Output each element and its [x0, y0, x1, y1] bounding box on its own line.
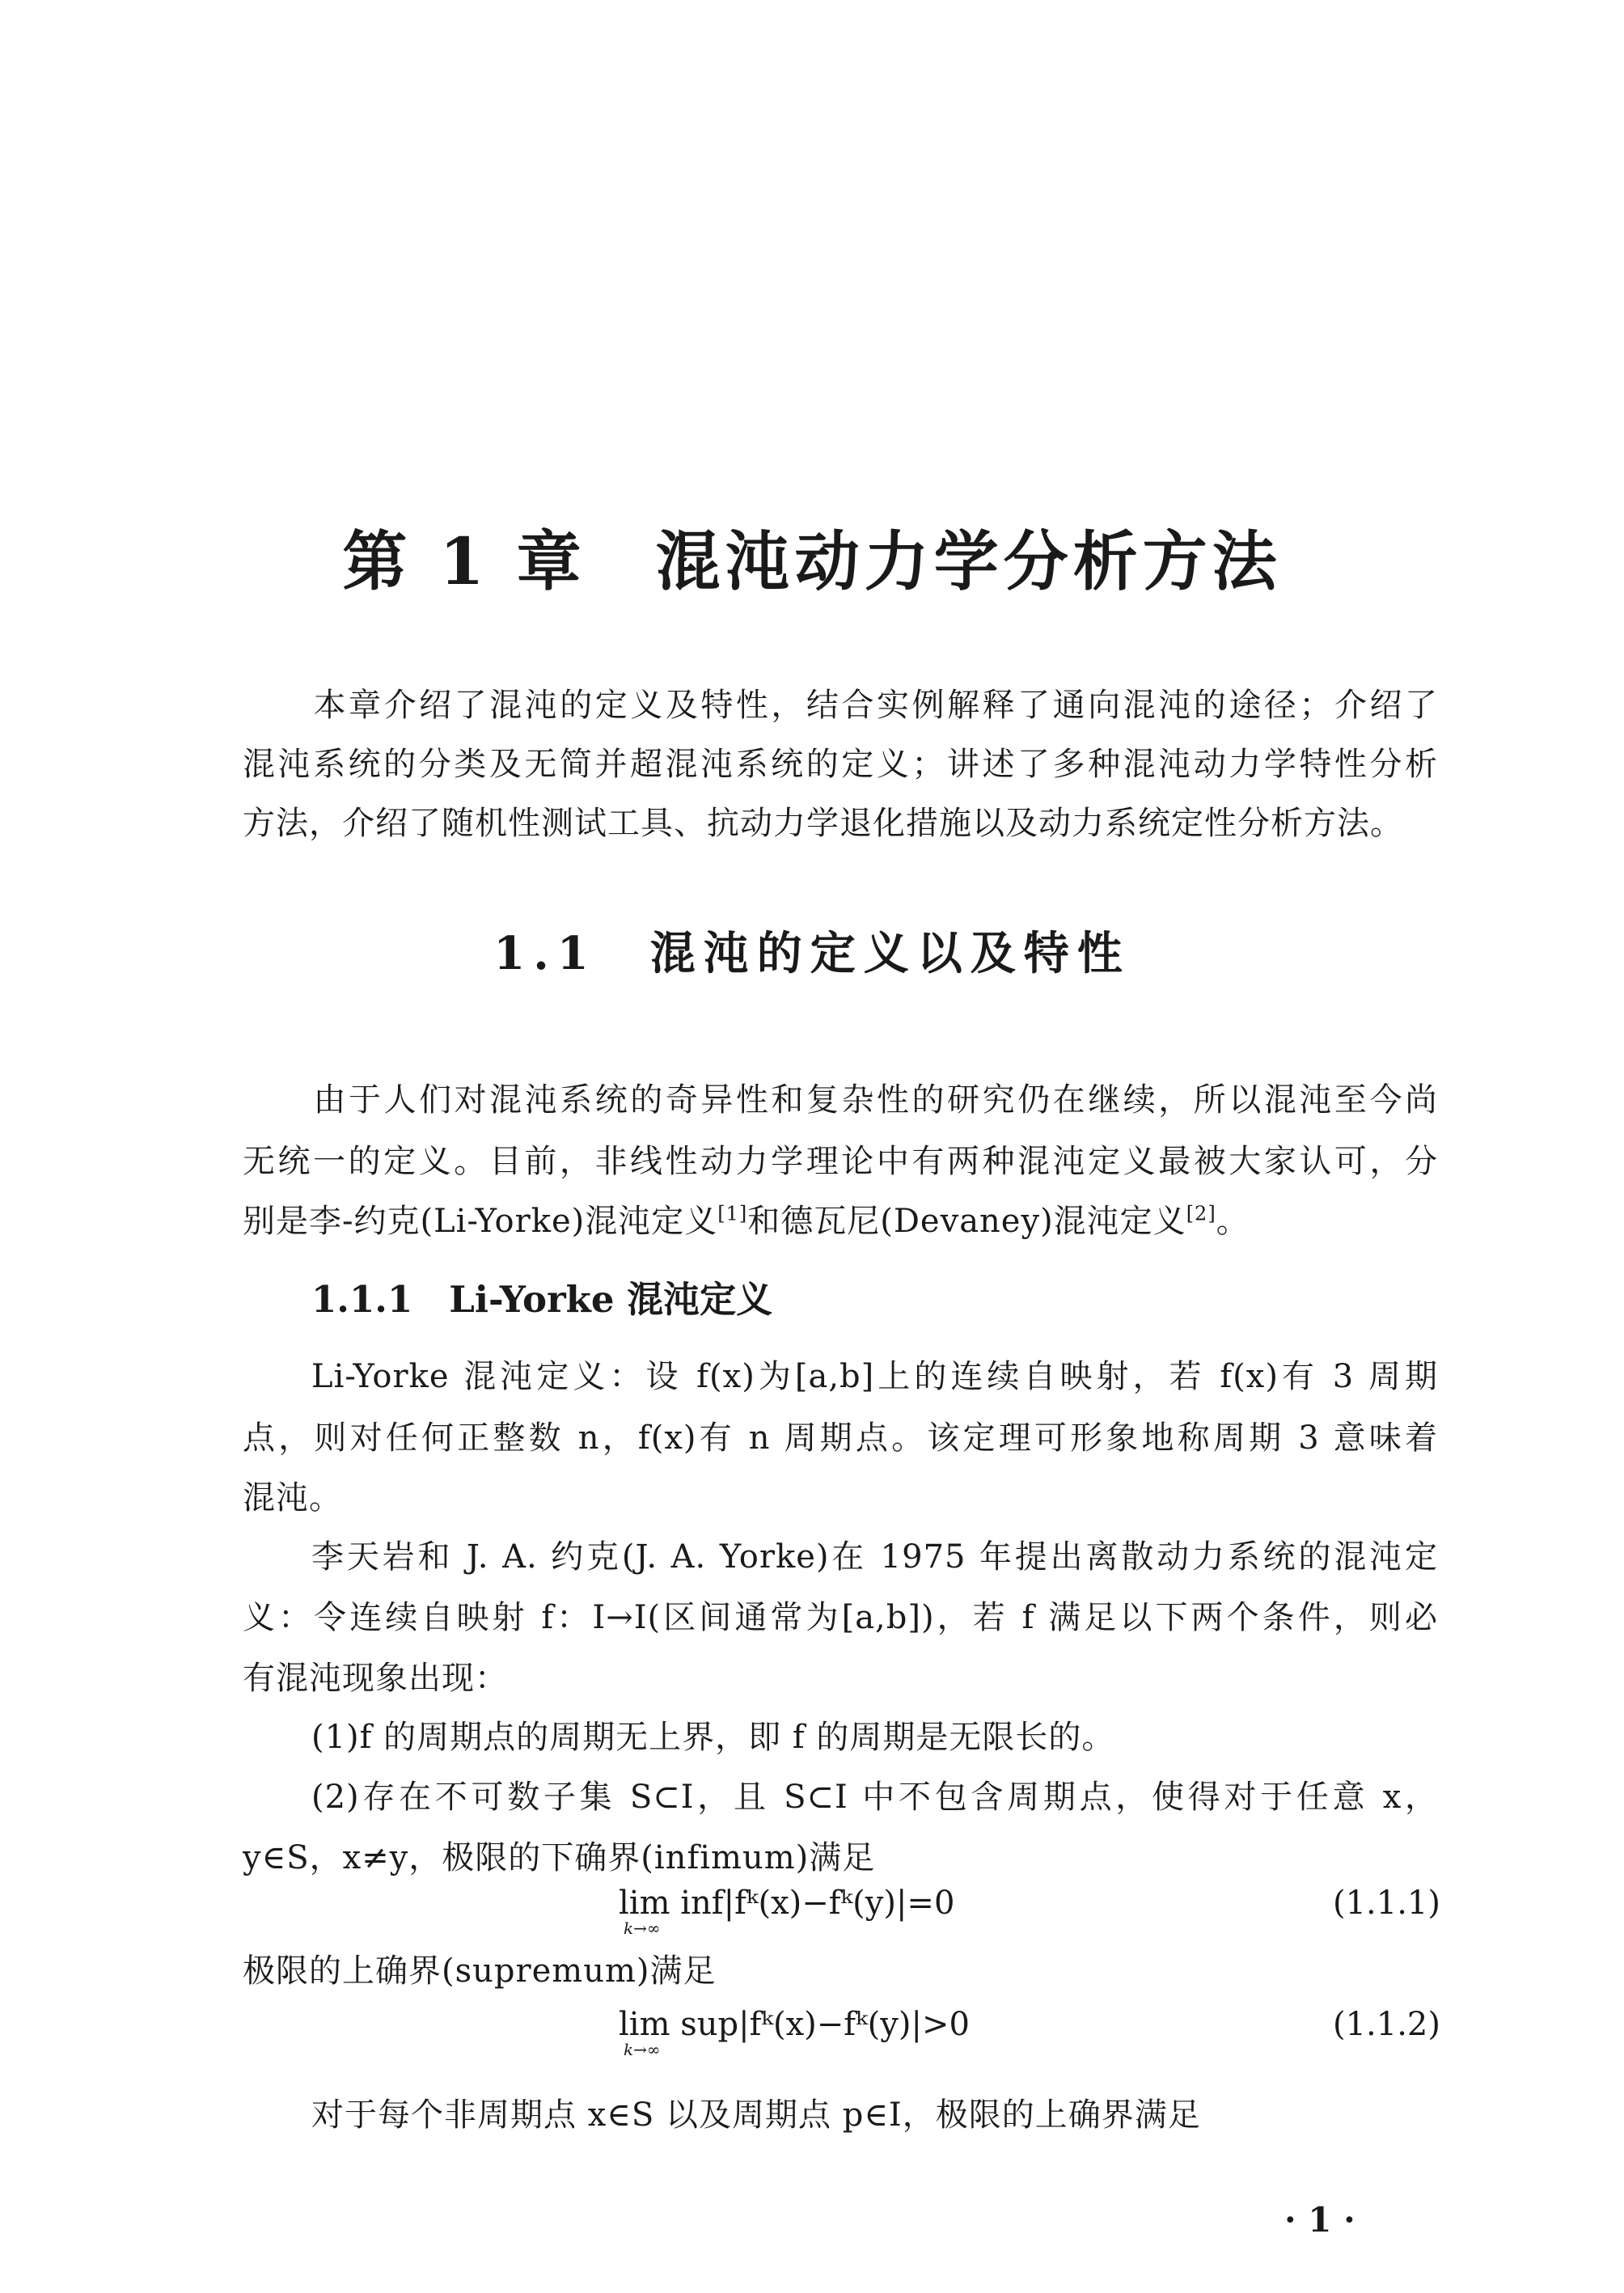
citation-ref[interactable]: [2]	[1186, 1202, 1216, 1225]
para3-line: 义：令连续自映射 f：I→I(区间通常为[a,b])，若 f 满足以下两个条件，则必	[243, 1599, 1438, 1636]
text-span: 别是李-约克(Li-Yorke)混沌定义	[243, 1203, 718, 1240]
subsection-title: 1.1.1 Li-Yorke 混沌定义	[311, 1278, 773, 1321]
text-span: 和德瓦尼(Devaney)混沌定义	[747, 1203, 1186, 1240]
equation-1	[619, 1885, 954, 1938]
lim-text: lim	[619, 2006, 670, 2043]
chapter-title: 第 1 章 混沌动力学分析方法	[342, 523, 1282, 599]
lim-subscript: k→∞	[624, 2040, 661, 2059]
intro-line: 方法，介绍了随机性测试工具、抗动力学退化措施以及动力系统定性分析方法。	[243, 805, 1403, 842]
para1-line-text: 由于人们对混沌系统的奇异性和复杂性的研究仍在继续，所以混沌至今尚	[311, 1081, 1438, 1119]
equation-2	[619, 2006, 970, 2059]
condition-2-line: y∈S，x≠y，极限的下确界(infimum)满足	[243, 1839, 876, 1876]
condition-2-line: (2)存在不可数子集 S⊂I，且 S⊂I 中不包含周期点，使得对于任意 x，	[311, 1779, 1438, 1816]
lim-text: lim	[619, 1885, 670, 1922]
final-line: 对于每个非周期点 x∈S 以及周期点 p∈I，极限的上确界满足	[311, 2096, 1201, 2134]
intro-line: 混沌系统的分类及无简并超混沌系统的定义；讲述了多种混沌动力学特性分析	[243, 746, 1438, 783]
lim-operator	[619, 1885, 670, 1938]
para1-line: 无统一的定义。目前，非线性动力学理论中有两种混沌定义最被大家认可，分	[243, 1143, 1438, 1180]
para3-line: 李天岩和 J. A. 约克(J. A. Yorke)在 1975 年提出离散动力系统的混沌定	[311, 1538, 1438, 1576]
equation-number: (1.1.2)	[1333, 2006, 1440, 2043]
supremum-intro: 极限的上确界(supremum)满足	[243, 1952, 717, 1990]
condition-1: (1)f 的周期点的周期无上界，即 f 的周期是无限长的。	[311, 1719, 1115, 1756]
text-span: 。	[1216, 1203, 1250, 1240]
citation-ref[interactable]: [1]	[717, 1202, 748, 1225]
equation-body: inf|fᵏ(x)−fᵏ(y)|=0	[670, 1885, 955, 1922]
equation-body: sup|fᵏ(x)−fᵏ(y)|>0	[670, 2006, 970, 2043]
para3-line: 有混沌现象出现：	[243, 1660, 508, 1697]
para1-last-line	[243, 1195, 1438, 1242]
intro-line	[243, 679, 1438, 726]
equation-number: (1.1.1)	[1333, 1885, 1440, 1922]
para1-line	[243, 1074, 1438, 1120]
para2-line: 混沌。	[243, 1479, 342, 1517]
lim-subscript: k→∞	[624, 1919, 661, 1938]
lim-operator	[619, 2006, 670, 2059]
para2-line: Li-Yorke 混沌定义：设 f(x)为[a,b]上的连续自映射，若 f(x)有 3 周期	[311, 1358, 1438, 1395]
para2-line: 点，则对任何正整数 n，f(x)有 n 周期点。该定理可形象地称周期 3 意味着	[243, 1419, 1438, 1457]
page-number: · 1 ·	[1284, 2200, 1355, 2240]
intro-line-text: 本章介绍了混沌的定义及特性，结合实例解释了通向混沌的途径；介绍了	[311, 687, 1438, 724]
section-title: 1.1 混沌的定义以及特性	[493, 927, 1131, 980]
